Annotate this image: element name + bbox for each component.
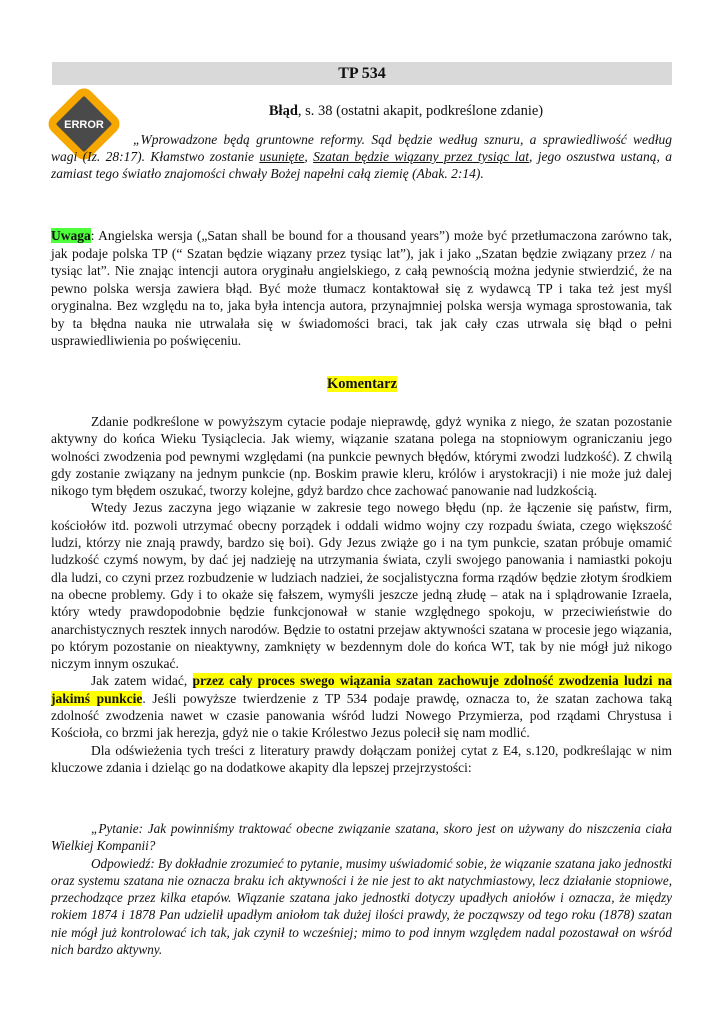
error-location: , s. 38 (ostatni akapit, podkreślone zdanie): [297, 103, 544, 119]
quote-question: „Pytanie: Jak powinniśmy traktować obecne związanie szatana, skoro jest on używany do niszczenia ciała Wielkiej Kompanii?: [51, 821, 672, 854]
body-paragraph: Dla odświeżenia tych treści z literatury prawdy dołączam poniżej cytat z E4, s.120, podkreślając w nim kluczowe zdania i dzieląc go na dodatkowe akapity dla lepszej przejrzystości:: [51, 742, 672, 775]
quote-text: , jego oszustwa ustaną, a zamiast tego światło znajomości chwały Bożej napełni całą ziemię (Abak. 2:14).: [51, 149, 672, 181]
commentary-body: [51, 413, 672, 776]
body-text: . Jeśli powyższe twierdzenie z TP 534 podaje prawdę, oznacza to, że szatan zachowa taką zdolność zwodzenia nawet w czasie panowania wśród ludzi Nowego Przymierza, pod rządami Chrystusa i Kościoła, co brzmi jak herezja, gdyż nie o takie Królestwo Jezus polecił się nam modlić.: [51, 690, 672, 741]
error-label: Błąd: [268, 103, 298, 119]
error-reference: [140, 103, 672, 120]
note-text: : Angielska wersja („Satan shall be bound for a thousand years”) może być przetłumaczona zarówno tak, jak podaje polska TP (“ Szatan będzie wiązany przez tysiąc lat”), jak i jako „Szatan będzie związany przez / na tysiąc lat”. Nie znając intencji autora oryginału angielskiego, z całą pewnością można jedynie stwierdzić, że na pewno polska wersja zawiera błąd. Być może tłumacz kontaktował się z wydawcą TP i taka też jest myśl oryginalna. Bez względu na to, jaka była intencja autora, przynajmniej polska wersja wymaga sprostowania, tak by ta błędna nauka nie utrwalała się w świadomości braci, tak jak cały czas utrwala się błąd o pełni usprawiedliwienia po poświęceniu.: [51, 228, 672, 348]
body-paragraph: Wtedy Jezus zaczyna jego wiązanie w zakresie tego nowego błędu (np. że łączenie się państw, firm, kościołów itd. pozwoli utrzymać obecny porządek i oddali widmo wojny czy rozpadu świata, czego większość ludzi, którzy nie znają prawdy, bardzo się boi). Gdy Jezus zwiąże go i na tym punkcie, szatan próbuje omamić ludzkość czymś nowym, by dać jej nadzieję na utrzymania świata, czyli swojego panowania i namiastki pokoju dla ludzi, co czyni przez rozbudzenie w ludziach nadziei, że socjalistyczna forma rządów będzie złotym środkiem na obecne problemy. Gdy i to okaże się fałszem, wymyśli jeszcze jedną złudę – atak na i splądrowanie Izraela, który wtedy prawdopodobnie będzie funkcjonował w stanie względnego spokoju, w przeciwieństwie do anarchistycznych resztek innych narodów. Będzie to ostatni przejaw aktywności szatana w procesie jego wiązania, po którym pozostanie on nieaktywny, zamknięty w bezdennym dole do końca WT, tak by nie mógł już nikogo niczym innym oszukać.: [51, 500, 672, 672]
underlined-sentence: Szatan będzie wiązany przez tysiąc lat: [313, 149, 529, 164]
underlined-word: usunięte: [259, 149, 305, 164]
body-paragraph: Zdanie podkreślone w powyższym cytacie podaje nieprawdę, gdyż wynika z niego, że szatan pozostanie aktywny do końca Wieku Tysiąclecia. Jak wiemy, wiązanie szatana polega na stopniowym ograniczaniu jego wolności zwodzenia pod pewnymi względami (na punkcie pewnych błędów, którymi zwodzi ludzkość). Z chwilą gdy zostanie związany na jednym punkcie (np. Boskim prawie kleru, królów i arystokracji) i nie może już dalej nikogo tym błędem oszukać, tworzy kolejne, gdyż bardzo chce zachować panowanie nad ludzkością.: [51, 414, 672, 499]
note-label: Uwaga: [51, 228, 91, 243]
quoted-passage: [51, 131, 672, 182]
highlighted-sentence: przez cały proces swego wiązania szatan zachowuje zdolność zwodzenia ludzi na jakimś punkcie: [51, 673, 672, 706]
section-heading-text: Komentarz: [326, 376, 398, 392]
section-heading: [52, 376, 672, 393]
quote-text: ,: [304, 149, 314, 164]
quote-text: „Wprowadzone będą gruntowne reformy. Sąd będzie według sznuru, a sprawiedliwość według wagi (Iz. 28:17). Kłamstwo zostanie: [51, 132, 672, 164]
body-text: Jak zatem widać,: [91, 673, 193, 689]
error-sign-label: ERROR: [64, 119, 104, 131]
body-paragraph: [51, 672, 672, 741]
page-title: TP 534: [52, 62, 672, 85]
cited-quote: [51, 820, 672, 958]
note-paragraph: [51, 227, 672, 350]
quote-answer: Odpowiedź: By dokładnie zrozumieć to pytanie, musimy uświadomić sobie, że wiązanie szatana jako jednostki oraz systemu szatana nie oznacza braku ich aktywności i że nie jest to akt natychmiastowy, lecz działanie stopniowe, przechodzące przez kilka etapów. Wiązanie szatana jako jednostki dotyczy upadłych aniołów i oznacza, że między rokiem 1874 i 1878 Pan udzielił upadłym aniołom tak dużej ilości prawdy, że począwszy od tego roku (1878) szatan nie mógł już kontrolować ich tak, jak czynił to wcześniej; mimo to pod innym względem nadal pozostawał on wśród nich bardzo aktywny.: [51, 855, 672, 958]
